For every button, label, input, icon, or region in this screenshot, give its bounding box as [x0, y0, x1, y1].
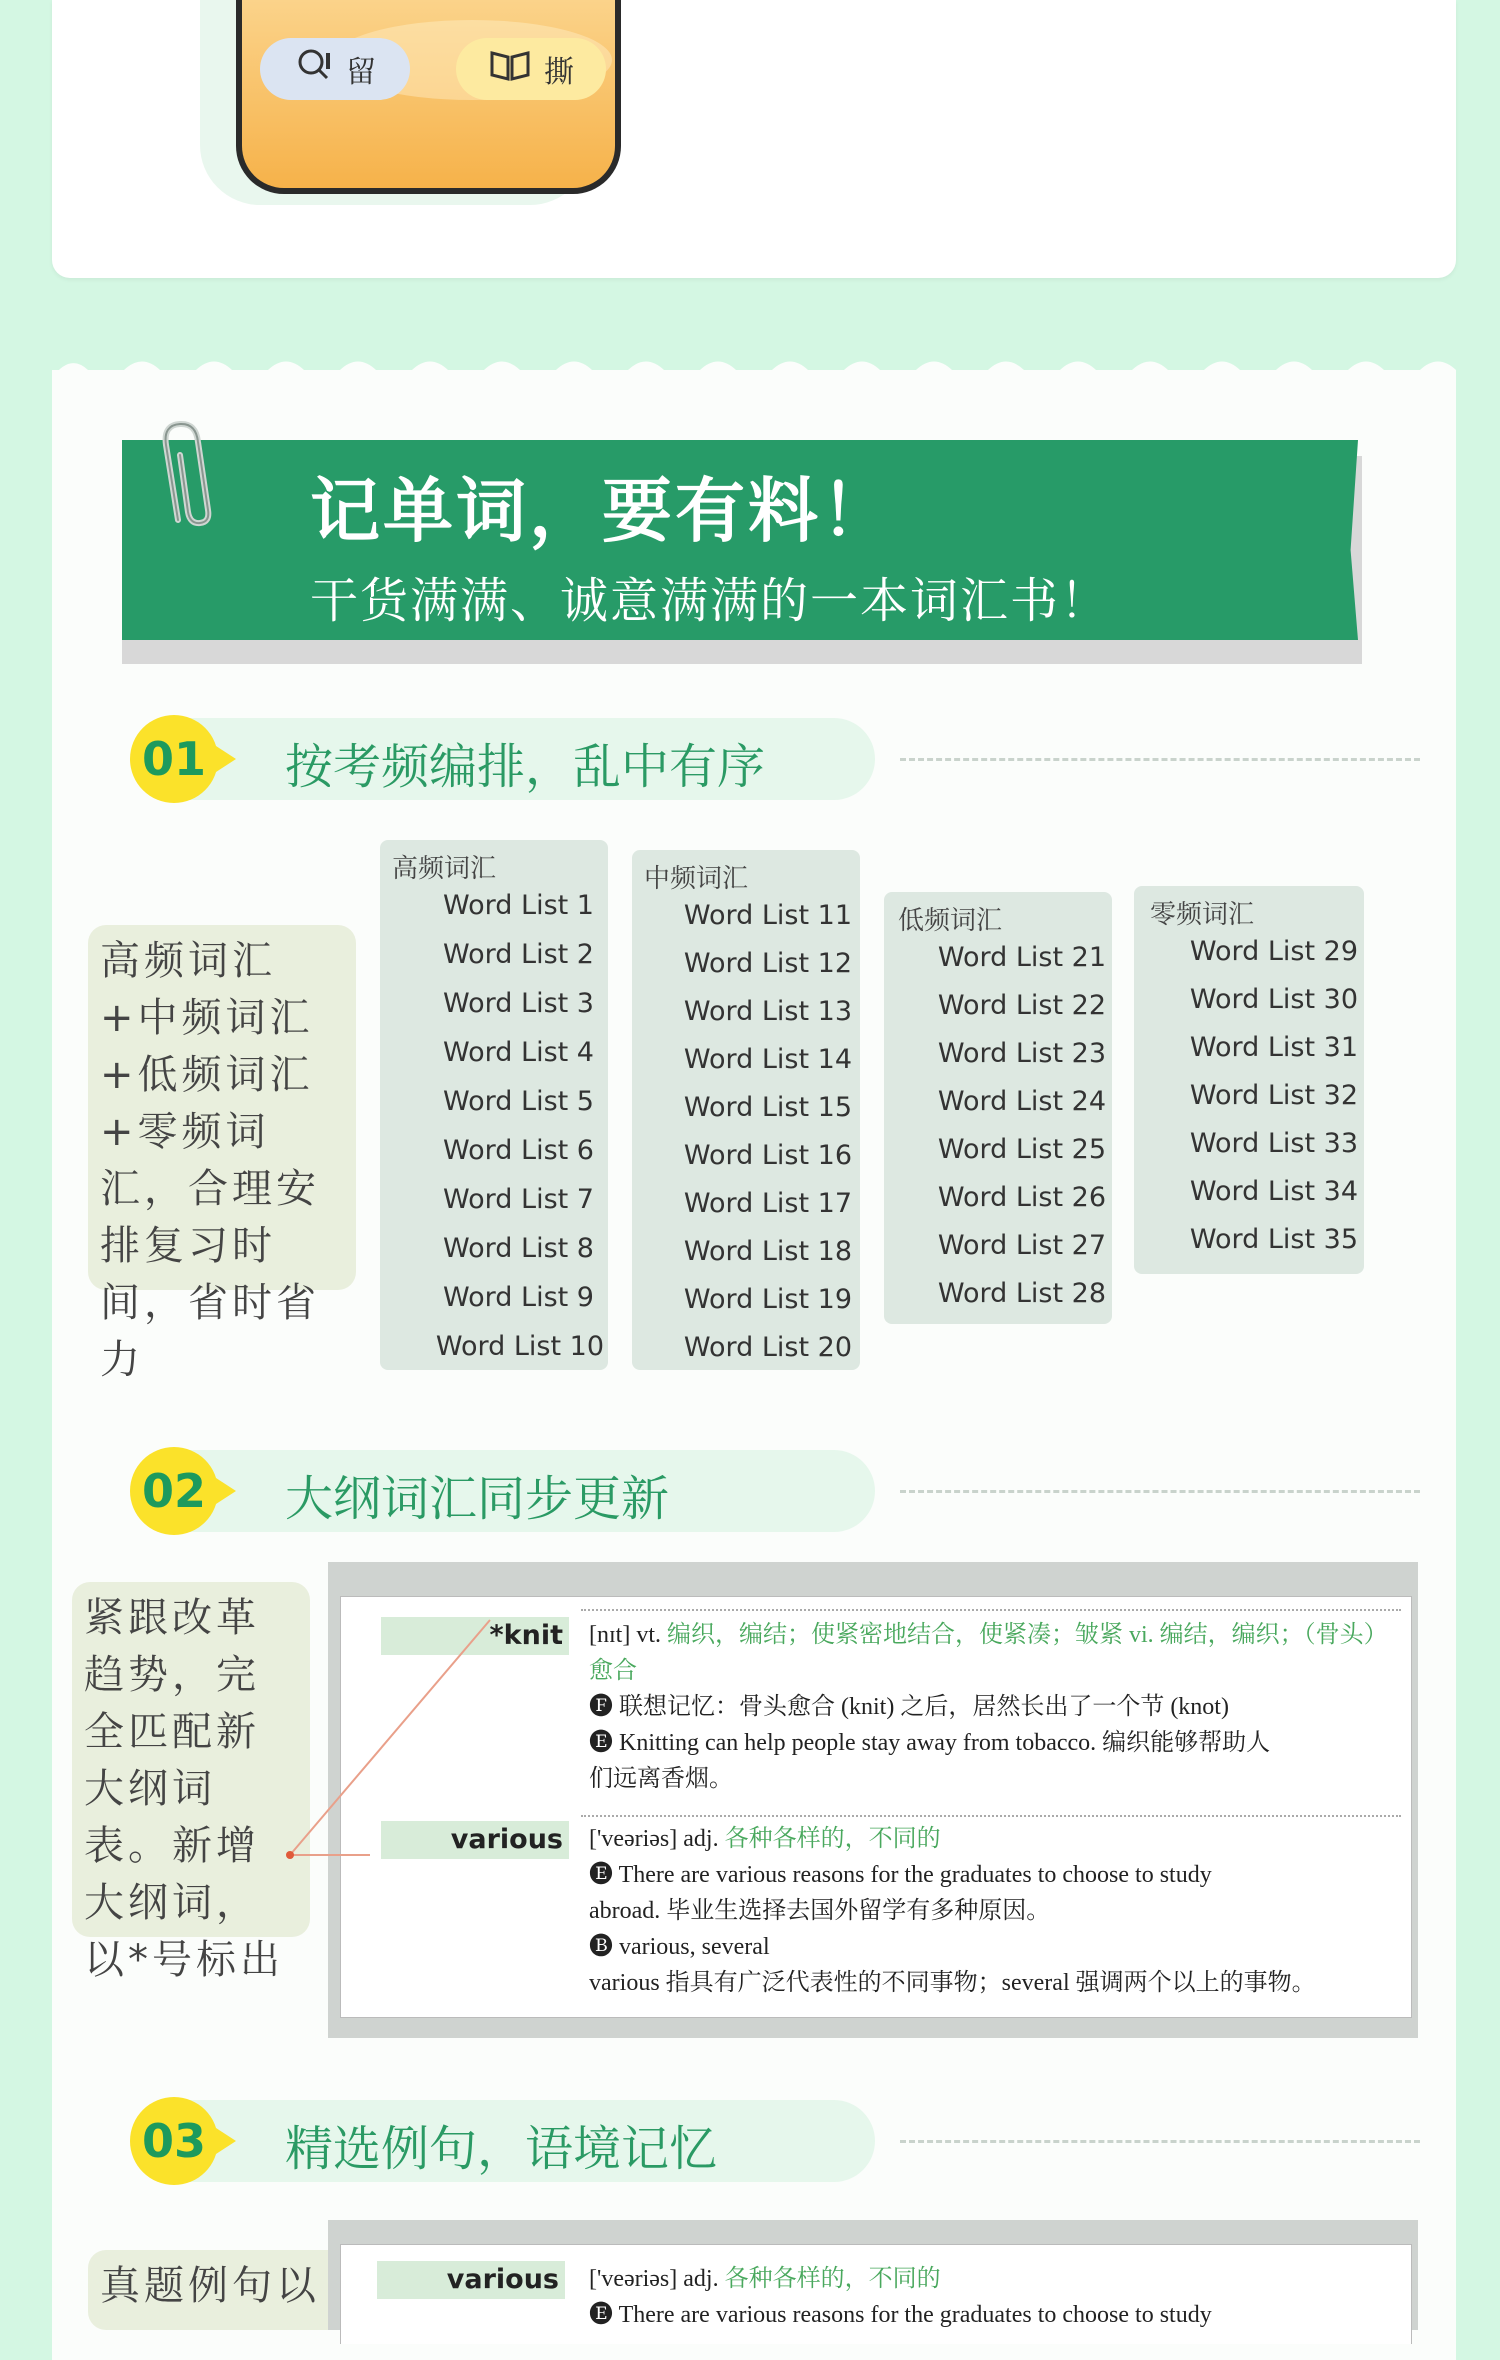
- word-list-item: Word List 4: [443, 1037, 594, 1068]
- section-01-note: 高频词汇+中频词汇+低频词汇+零频词汇，合理安排复习时间，省时省力: [88, 925, 356, 1290]
- word-list-item: Word List 18: [683, 1236, 852, 1267]
- word-list-item: Word List 1: [443, 890, 594, 921]
- banner-subtitle: 干货满满、诚意满满的一本词汇书！: [310, 573, 1111, 629]
- dict-separator: [581, 1609, 1401, 1611]
- entry-line: 🅑 various, several: [589, 1934, 770, 1960]
- entry-line: various 指具有广泛代表性的不同事物；several 强调两个以上的事物。: [589, 1970, 1316, 1996]
- word-list-item: Word List 15: [683, 1092, 852, 1123]
- word-list-item: Word List 12: [683, 948, 852, 979]
- word-list-item: Word List 34: [1189, 1176, 1358, 1207]
- word-list-item: Word List 17: [683, 1188, 852, 1219]
- word-list-item: Word List 9: [443, 1282, 594, 1313]
- banner-title: 记单词，要有料！: [310, 470, 894, 552]
- column-zero-frequency: [1134, 886, 1364, 1274]
- word-list-item: Word List 32: [1189, 1080, 1358, 1111]
- paperclip-icon: [158, 420, 218, 530]
- headword-various: various: [381, 1821, 569, 1859]
- entry-line: 愈合: [589, 1658, 637, 1684]
- phone-mockup: [236, 0, 621, 194]
- word-list-item: Word List 21: [937, 942, 1106, 973]
- phone-pill-left-text: 留: [346, 55, 376, 90]
- word-list-item: Word List 14: [683, 1044, 852, 1075]
- column-head: 中频词汇: [644, 864, 749, 894]
- section-03-title: 精选例句，语境记忆: [285, 2121, 718, 2177]
- phone-pill-left[interactable]: [260, 38, 410, 100]
- entry-line: [nɪt] vt. 编织，编结；使紧密地结合，使紧凑；皱紧 vi. 编结，编织；（骨头）: [589, 1622, 1388, 1648]
- word-list-item: Word List 8: [443, 1233, 594, 1264]
- section-03-number: 03: [130, 2097, 218, 2185]
- word-list-item: Word List 16: [683, 1140, 852, 1171]
- section-03-dashes: [900, 2140, 1420, 2143]
- entry-line: 🅕 联想记忆：骨头愈合 (knit) 之后，居然长出了一个节 (knot): [589, 1694, 1229, 1720]
- word-list-item: Word List 22: [937, 990, 1106, 1021]
- column-head: 低频词汇: [898, 906, 1003, 936]
- word-list-item: Word List 5: [443, 1086, 594, 1117]
- entry-line: ['veəriəs] adj. 各种各样的，不同的: [589, 1826, 941, 1852]
- section-01-title: 按考频编排，乱中有序: [285, 739, 766, 795]
- entry-line: 们远离香烟。: [589, 1766, 733, 1792]
- word-list-item: Word List 19: [683, 1284, 852, 1315]
- word-list-item: Word List 33: [1189, 1128, 1358, 1159]
- headword-various: various: [377, 2261, 565, 2299]
- word-list-item: Word List 3: [443, 988, 594, 1019]
- section-02-dashes: [900, 1490, 1420, 1493]
- word-list-item: Word List 13: [683, 996, 852, 1027]
- phone-pill-right-text: 撕: [544, 55, 574, 90]
- entry-line: ['veəriəs] adj. 各种各样的，不同的: [589, 2266, 941, 2292]
- magnifier-icon: [294, 45, 334, 93]
- word-list-item: Word List 28: [937, 1278, 1106, 1309]
- word-list-item: Word List 7: [443, 1184, 594, 1215]
- word-list-item: Word List 27: [937, 1230, 1106, 1261]
- column-medium-frequency: [632, 850, 860, 1370]
- word-list-item: Word List 29: [1189, 936, 1358, 967]
- word-list-item: Word List 10: [435, 1331, 604, 1362]
- section-01-arrow: [216, 746, 236, 772]
- section-03-note: 真题例句以: [88, 2250, 348, 2330]
- book-icon: [488, 47, 532, 91]
- entry-line: 🅔 There are various reasons for the graduates to choose to study: [589, 1862, 1212, 1888]
- dictionary-sample-3: [340, 2244, 1412, 2344]
- word-list-item: Word List 24: [937, 1086, 1106, 1117]
- entry-line: 🅔 There are various reasons for the graduates to choose to study: [589, 2302, 1212, 2328]
- column-low-frequency: [884, 892, 1112, 1324]
- section-01-dashes: [900, 758, 1420, 761]
- word-list-item: Word List 35: [1189, 1224, 1358, 1255]
- word-list-item: Word List 31: [1189, 1032, 1358, 1063]
- word-list-item: Word List 6: [443, 1135, 594, 1166]
- column-head: 高频词汇: [392, 854, 497, 884]
- word-list-item: Word List 30: [1189, 984, 1358, 1015]
- word-list-item: Word List 20: [683, 1332, 852, 1363]
- word-list-item: Word List 23: [937, 1038, 1106, 1069]
- dict-separator: [581, 1815, 1401, 1817]
- word-list-item: Word List 26: [937, 1182, 1106, 1213]
- section-02-title: 大纲词汇同步更新: [285, 1471, 670, 1527]
- section-02-note: 紧跟改革趋势，完全匹配新大纲词表。新增大纲词，以*号标出: [72, 1582, 310, 1937]
- section-01-number: 01: [130, 715, 218, 803]
- column-head: 零频词汇: [1150, 900, 1255, 930]
- entry-line: abroad. 毕业生选择去国外留学有多种原因。: [589, 1898, 1051, 1924]
- section-02-arrow: [216, 1478, 236, 1504]
- pointer-lines: [280, 1600, 580, 1870]
- word-list-item: Word List 2: [443, 939, 594, 970]
- section-03-arrow: [216, 2128, 236, 2154]
- headword-knit: *knit: [381, 1617, 569, 1655]
- section-02-number: 02: [130, 1447, 218, 1535]
- word-list-item: Word List 25: [937, 1134, 1106, 1165]
- column-high-frequency: [380, 840, 608, 1370]
- entry-line: 🅔 Knitting can help people stay away from tobacco. 编织能够帮助人: [589, 1730, 1271, 1756]
- word-list-item: Word List 11: [683, 900, 852, 931]
- phone-pill-right[interactable]: [456, 38, 606, 100]
